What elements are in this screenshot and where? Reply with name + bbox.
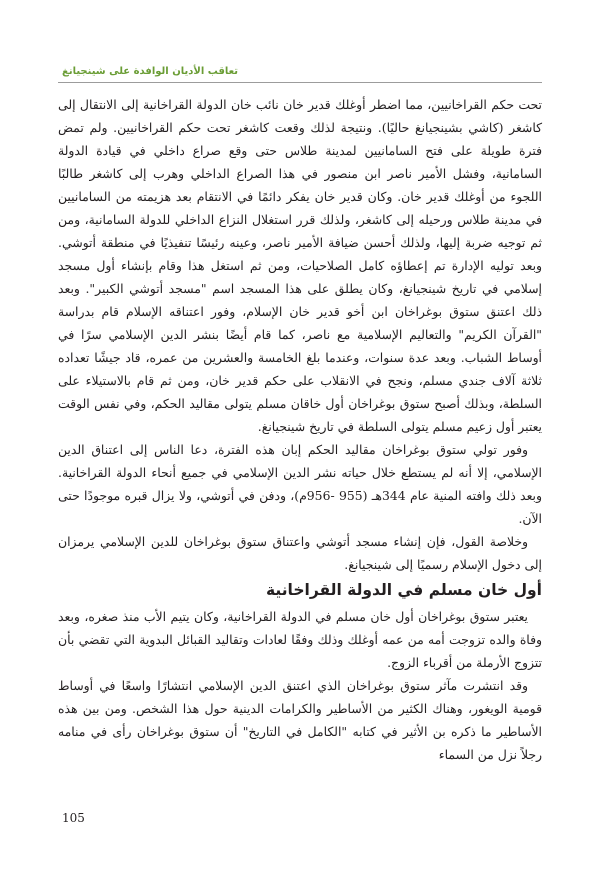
running-header-title: تعاقب الأديان الوافدة على شينجيانغ — [62, 66, 239, 77]
body-paragraph: وفور تولي ستوق بوغراخان مقاليد الحكم إبان هذه الفترة، دعا الناس إلى اعتناق الدين الإسلامي، إلا أنه لم يستطع خلال حياته نشر الدين الإسلامي في جميع أنحاء الدولة القراخانية. وبعد ذلك وافته المنية عام 344هـ (955 -956م)، ودفن في أتوشي، ولا يزال قبره موجودًا حتى الآن. — [58, 442, 542, 526]
section-heading: أول خان مسلم في الدولة القراخانية — [265, 581, 542, 599]
header-divider — [58, 82, 542, 83]
page-body — [58, 93, 542, 766]
page-number: 105 — [62, 811, 85, 825]
body-paragraph: تحت حكم القراخانيين، مما اضطر أوغلك قدير خان نائب خان الدولة القراخانية إلى الانتقال إلى كاشغر (كاشي بشينجيانغ حاليًا). ونتيجة لذلك وقعت كاشغر تحت حكم القراخانيين. ولم تمض فترة طويلة على فتح السامانيين لمدينة طلاس حتى وقع صراع داخلي في قيادة الدولة السامانية، وفشل الأمير ناصر ابن منصور في هذا الصراع الداخلي وهرب إلى كاشغر طالبًا اللجوء من أوغلك قدير خان. وكان قدير خان يفكر دائمًا في الانتقام بعد هزيمته من السامانيين في مدينة طلاس ورحيله إلى كاشغر، ولذلك قرر استغلال النزاع الداخلي للدولة السامانية، ومن ثم توجيه ضربة إليها، ولذلك أحسن ضيافة الأمير ناصر، وعينه رئيسًا تنفيذيًا في منطقة أتوشي. وبعد توليه الإدارة تم إعطاؤه كامل الصلاحيات، ومن ثم استغل هذا وقام بإنشاء أول مسجد إسلامي في تاريخ شينجيانغ، وكان يطلق على هذا المسجد اسم "مسجد أتوشي الكبير". وبعد ذلك اعتنق ستوق بوغراخان ابن أخو قدير خان الإسلام، وفور اعتناقه الإسلام قام بدراسة "القرآن الكريم" والتعاليم الإسلامية مع ناصر، كما قام أيضًا بنشر الدين الإسلامي سرًا في أوساط الشباب. وبعد عدة سنوات، وعندما بلغ الخامسة والعشرين من عمره، قاد جيشًا تعداده ثلاثة آلاف جندي مسلم، ونجح في الانقلاب على حكم قدير خان، ومن ثم قام بالاستيلاء على السلطة، وبذلك أصبح ستوق بوغراخان أول خاقان مسلم يتولى مقاليد الحكم، وفي نفس الوقت يعتبر أول زعيم مسلم يتولى السلطة في تاريخ شينجيانغ. — [58, 97, 542, 434]
body-paragraph: يعتبر ستوق بوغراخان أول خان مسلم في الدولة القراخانية، وكان يتيم الأب منذ صغره، وبعد وفاة والده تزوجت أمه من عمه أوغلك وذلك وفقًا لعادات وتقاليد القبائل البدوية التي تقضي بأن تتزوج الأرملة من أقرباء الزوج. — [58, 609, 542, 670]
body-paragraph: وخلاصة القول، فإن إنشاء مسجد أتوشي واعتناق ستوق بوغراخان للدين الإسلامي يرمزان إلى دخول الإسلام رسميًا إلى شينجيانغ. — [58, 534, 542, 572]
body-paragraph: وقد انتشرت مآثر ستوق بوغراخان الذي اعتنق الدين الإسلامي انتشارًا واسعًا في أوساط قومية الويغور، وهناك الكثير من الأساطير والكرامات الدينية حول هذا الشخص. ومن بين هذه الأساطير ما ذكره بن الأثير في كتابه "الكامل في التاريخ" أن ستوق بوغراخان رأى في منامه رجلاً نزل من السماء — [58, 678, 542, 762]
